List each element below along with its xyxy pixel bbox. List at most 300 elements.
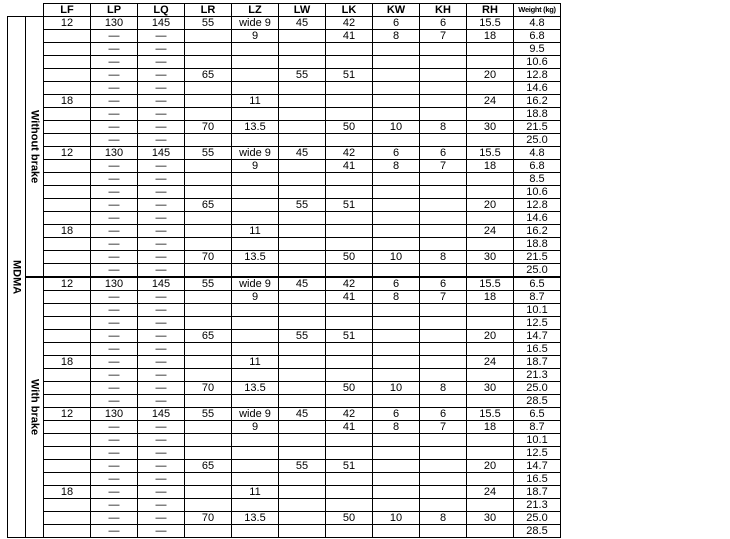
cell-lk (326, 225, 373, 238)
cell-kw (373, 43, 420, 56)
cell-lz (232, 134, 279, 147)
cell-lp: — (91, 43, 138, 56)
cell-rh (467, 525, 514, 538)
cell-lw (279, 512, 326, 525)
cell-lp: — (91, 69, 138, 82)
cell-rh: 15.5 (467, 277, 514, 291)
cell-kh: 8 (420, 382, 467, 395)
cell-lf (44, 304, 91, 317)
cell-lk (326, 173, 373, 186)
cell-lr (185, 134, 232, 147)
cell-lf (44, 82, 91, 95)
cell-kw (373, 395, 420, 408)
cell-lp: 130 (91, 277, 138, 291)
cell-lr: 65 (185, 330, 232, 343)
cell-kh (420, 434, 467, 447)
cell-lr (185, 56, 232, 69)
cell-lf: 18 (44, 486, 91, 499)
table-row (8, 382, 561, 395)
cell-lf: 12 (44, 408, 91, 421)
cell-kh (420, 395, 467, 408)
cell-lw (279, 525, 326, 538)
cell-kh (420, 82, 467, 95)
cell-lr: 55 (185, 17, 232, 30)
cell-weight: 25.0 (514, 134, 561, 147)
cell-kh (420, 264, 467, 278)
cell-lk (326, 108, 373, 121)
cell-kh: 6 (420, 147, 467, 160)
cell-lz (232, 238, 279, 251)
cell-kw: 6 (373, 17, 420, 30)
cell-lq: — (138, 460, 185, 473)
cell-kh (420, 225, 467, 238)
cell-weight: 12.8 (514, 199, 561, 212)
cell-lp: — (91, 512, 138, 525)
cell-weight: 18.8 (514, 108, 561, 121)
cell-rh: 15.5 (467, 17, 514, 30)
cell-weight: 10.1 (514, 434, 561, 447)
cell-lq: — (138, 212, 185, 225)
cell-lk (326, 238, 373, 251)
cell-lz: 9 (232, 291, 279, 304)
col-header-lq: LQ (138, 4, 185, 17)
table-row (8, 486, 561, 499)
cell-lp: — (91, 499, 138, 512)
cell-lw: 55 (279, 199, 326, 212)
table-row (8, 317, 561, 330)
cell-kw (373, 82, 420, 95)
cell-weight: 14.6 (514, 82, 561, 95)
cell-lp: — (91, 525, 138, 538)
cell-kw (373, 343, 420, 356)
cell-lk: 51 (326, 330, 373, 343)
cell-lq: — (138, 225, 185, 238)
cell-lk: 51 (326, 199, 373, 212)
cell-weight: 10.6 (514, 56, 561, 69)
cell-kh (420, 525, 467, 538)
cell-weight: 25.0 (514, 512, 561, 525)
cell-weight: 6.8 (514, 160, 561, 173)
cell-lz: wide 9 (232, 408, 279, 421)
cell-lz: 13.5 (232, 251, 279, 264)
cell-lf: 12 (44, 17, 91, 30)
cell-lz (232, 343, 279, 356)
cell-rh: 20 (467, 460, 514, 473)
cell-lq: — (138, 525, 185, 538)
table-row (8, 82, 561, 95)
cell-lz (232, 212, 279, 225)
cell-lk: 42 (326, 277, 373, 291)
cell-lp: — (91, 121, 138, 134)
cell-lk (326, 304, 373, 317)
cell-kw (373, 225, 420, 238)
cell-weight: 8.7 (514, 421, 561, 434)
cell-lr (185, 356, 232, 369)
cell-kw (373, 186, 420, 199)
table-row (8, 291, 561, 304)
cell-weight: 16.2 (514, 225, 561, 238)
cell-lz (232, 199, 279, 212)
cell-kh (420, 69, 467, 82)
cell-kw (373, 499, 420, 512)
cell-lf: 18 (44, 225, 91, 238)
cell-lz: 11 (232, 486, 279, 499)
cell-lw (279, 421, 326, 434)
cell-weight: 10.1 (514, 304, 561, 317)
cell-lw (279, 395, 326, 408)
table-row (8, 95, 561, 108)
cell-weight: 21.3 (514, 499, 561, 512)
cell-lf: 12 (44, 147, 91, 160)
cell-rh: 24 (467, 356, 514, 369)
cell-lz (232, 173, 279, 186)
cell-lf (44, 186, 91, 199)
cell-weight: 8.5 (514, 173, 561, 186)
cell-lk: 50 (326, 382, 373, 395)
cell-lp: — (91, 395, 138, 408)
cell-lq: — (138, 186, 185, 199)
cell-lk: 50 (326, 512, 373, 525)
cell-rh (467, 434, 514, 447)
spec-body (8, 17, 561, 538)
cell-lw (279, 95, 326, 108)
cell-rh: 24 (467, 95, 514, 108)
cell-kw: 8 (373, 30, 420, 43)
table-row (8, 343, 561, 356)
cell-weight: 9.5 (514, 43, 561, 56)
cell-lf (44, 199, 91, 212)
brake-label-cell (26, 277, 44, 538)
col-header-weight: Weight (kg) (514, 4, 561, 17)
cell-lp: — (91, 199, 138, 212)
cell-rh: 30 (467, 512, 514, 525)
table-row (8, 277, 561, 291)
corner-blank (26, 4, 44, 17)
cell-lz (232, 434, 279, 447)
cell-kw (373, 95, 420, 108)
cell-lp: — (91, 447, 138, 460)
cell-lk: 50 (326, 251, 373, 264)
cell-weight: 6.5 (514, 408, 561, 421)
table-row (8, 147, 561, 160)
cell-lz (232, 317, 279, 330)
cell-rh (467, 369, 514, 382)
cell-lq: 145 (138, 147, 185, 160)
cell-lk (326, 82, 373, 95)
cell-lw (279, 108, 326, 121)
cell-lr (185, 225, 232, 238)
cell-lq: — (138, 30, 185, 43)
model-label: MDMA (10, 259, 23, 295)
cell-kw (373, 356, 420, 369)
cell-lk: 42 (326, 17, 373, 30)
cell-lz (232, 499, 279, 512)
cell-lp: — (91, 486, 138, 499)
cell-rh (467, 395, 514, 408)
cell-kw (373, 330, 420, 343)
cell-lf (44, 382, 91, 395)
cell-weight: 21.5 (514, 121, 561, 134)
cell-lf (44, 173, 91, 186)
cell-lq: — (138, 447, 185, 460)
cell-kw (373, 486, 420, 499)
cell-rh: 24 (467, 486, 514, 499)
table-row (8, 173, 561, 186)
cell-lp: — (91, 304, 138, 317)
cell-lf (44, 264, 91, 278)
cell-lf (44, 317, 91, 330)
cell-lz: 13.5 (232, 512, 279, 525)
cell-rh (467, 56, 514, 69)
cell-weight: 10.6 (514, 186, 561, 199)
cell-lp: — (91, 421, 138, 434)
spec-table (7, 3, 561, 538)
cell-lr: 70 (185, 512, 232, 525)
cell-lz (232, 264, 279, 278)
cell-kw (373, 525, 420, 538)
cell-lr (185, 82, 232, 95)
cell-rh: 30 (467, 382, 514, 395)
cell-lr (185, 173, 232, 186)
cell-lw: 45 (279, 17, 326, 30)
cell-lk (326, 317, 373, 330)
col-header-rh: RH (467, 4, 514, 17)
cell-lw (279, 473, 326, 486)
cell-kh: 8 (420, 121, 467, 134)
table-row (8, 69, 561, 82)
cell-rh (467, 343, 514, 356)
cell-lq: — (138, 421, 185, 434)
cell-lf (44, 369, 91, 382)
cell-lr (185, 434, 232, 447)
cell-lf (44, 460, 91, 473)
cell-lq: — (138, 291, 185, 304)
cell-lz (232, 56, 279, 69)
cell-kw: 10 (373, 512, 420, 525)
cell-kh (420, 173, 467, 186)
cell-rh (467, 43, 514, 56)
cell-weight: 28.5 (514, 395, 561, 408)
table-row (8, 330, 561, 343)
cell-lz (232, 108, 279, 121)
cell-kh (420, 369, 467, 382)
cell-kw (373, 369, 420, 382)
cell-rh: 20 (467, 330, 514, 343)
cell-lz (232, 43, 279, 56)
cell-lq: — (138, 82, 185, 95)
cell-lq: — (138, 473, 185, 486)
cell-kh (420, 43, 467, 56)
cell-kh (420, 238, 467, 251)
cell-lz (232, 330, 279, 343)
cell-lk (326, 264, 373, 278)
cell-lp: — (91, 186, 138, 199)
cell-lq: — (138, 486, 185, 499)
cell-kw (373, 317, 420, 330)
col-header-lz: LZ (232, 4, 279, 17)
cell-kw: 8 (373, 291, 420, 304)
cell-rh (467, 186, 514, 199)
cell-lw: 45 (279, 147, 326, 160)
cell-lw (279, 382, 326, 395)
table-row (8, 304, 561, 317)
cell-lf (44, 251, 91, 264)
brake-label: With brake (28, 379, 41, 436)
cell-lq: — (138, 160, 185, 173)
cell-lw (279, 304, 326, 317)
cell-lp: — (91, 82, 138, 95)
cell-weight: 14.7 (514, 460, 561, 473)
cell-rh (467, 108, 514, 121)
cell-weight: 6.8 (514, 30, 561, 43)
cell-lf (44, 69, 91, 82)
cell-weight: 12.5 (514, 317, 561, 330)
cell-lf (44, 447, 91, 460)
cell-lf: 18 (44, 356, 91, 369)
table-row (8, 473, 561, 486)
cell-lk: 50 (326, 121, 373, 134)
cell-lf (44, 343, 91, 356)
table-row (8, 199, 561, 212)
cell-lr (185, 264, 232, 278)
cell-kh: 8 (420, 512, 467, 525)
cell-lk (326, 395, 373, 408)
cell-lw: 45 (279, 277, 326, 291)
col-header-lf: LF (44, 4, 91, 17)
cell-weight: 25.0 (514, 382, 561, 395)
cell-lz (232, 395, 279, 408)
cell-weight: 12.8 (514, 69, 561, 82)
cell-kh (420, 499, 467, 512)
cell-kw (373, 264, 420, 278)
cell-lk: 51 (326, 460, 373, 473)
cell-weight: 14.6 (514, 212, 561, 225)
cell-lk (326, 486, 373, 499)
cell-kw (373, 69, 420, 82)
cell-lw (279, 30, 326, 43)
cell-kw (373, 134, 420, 147)
cell-lf (44, 473, 91, 486)
cell-lq: 145 (138, 17, 185, 30)
cell-lq: — (138, 238, 185, 251)
cell-lp: 130 (91, 17, 138, 30)
cell-lk (326, 499, 373, 512)
cell-lz: 11 (232, 225, 279, 238)
cell-kh: 6 (420, 408, 467, 421)
cell-lr: 65 (185, 69, 232, 82)
cell-lq: — (138, 56, 185, 69)
cell-lk (326, 525, 373, 538)
cell-lr (185, 369, 232, 382)
cell-lf (44, 395, 91, 408)
cell-lf (44, 291, 91, 304)
cell-lq: — (138, 512, 185, 525)
cell-lp: — (91, 212, 138, 225)
cell-lz: 9 (232, 160, 279, 173)
cell-lz (232, 525, 279, 538)
cell-lz (232, 369, 279, 382)
table-row (8, 395, 561, 408)
cell-rh: 30 (467, 121, 514, 134)
cell-lr: 55 (185, 277, 232, 291)
cell-lq: — (138, 95, 185, 108)
cell-lp: — (91, 173, 138, 186)
cell-lk (326, 95, 373, 108)
cell-lf (44, 30, 91, 43)
cell-weight: 16.5 (514, 343, 561, 356)
cell-lk (326, 56, 373, 69)
cell-kw (373, 434, 420, 447)
cell-lk (326, 447, 373, 460)
cell-lq: 145 (138, 277, 185, 291)
cell-kw (373, 460, 420, 473)
cell-kh (420, 199, 467, 212)
cell-lz: 9 (232, 421, 279, 434)
cell-lq: — (138, 43, 185, 56)
cell-lq: — (138, 199, 185, 212)
cell-lz: wide 9 (232, 147, 279, 160)
table-row (8, 17, 561, 30)
cell-lr (185, 186, 232, 199)
cell-kh: 7 (420, 421, 467, 434)
cell-lf (44, 525, 91, 538)
table-row (8, 356, 561, 369)
cell-lp: — (91, 460, 138, 473)
cell-lw (279, 356, 326, 369)
cell-kw (373, 447, 420, 460)
cell-lw: 55 (279, 330, 326, 343)
cell-lq: — (138, 134, 185, 147)
table-row (8, 56, 561, 69)
cell-lf (44, 212, 91, 225)
cell-lk (326, 43, 373, 56)
col-header-kw: KW (373, 4, 420, 17)
cell-lr (185, 95, 232, 108)
cell-lr (185, 212, 232, 225)
cell-lp: — (91, 134, 138, 147)
table-row (8, 421, 561, 434)
cell-lf (44, 421, 91, 434)
cell-lp: — (91, 30, 138, 43)
model-label-cell (8, 17, 26, 538)
cell-lr: 70 (185, 251, 232, 264)
table-row (8, 408, 561, 421)
cell-lf (44, 330, 91, 343)
cell-lr (185, 304, 232, 317)
cell-lq: — (138, 264, 185, 278)
cell-kh: 7 (420, 160, 467, 173)
cell-kh (420, 486, 467, 499)
cell-lf (44, 134, 91, 147)
cell-lf (44, 512, 91, 525)
cell-lk: 42 (326, 147, 373, 160)
cell-lw (279, 369, 326, 382)
cell-lw (279, 434, 326, 447)
cell-weight: 6.5 (514, 277, 561, 291)
cell-lk (326, 343, 373, 356)
cell-lk: 41 (326, 160, 373, 173)
cell-lr (185, 447, 232, 460)
cell-lf (44, 434, 91, 447)
cell-lw (279, 134, 326, 147)
cell-kh (420, 473, 467, 486)
cell-lq: — (138, 251, 185, 264)
cell-lq: — (138, 69, 185, 82)
cell-kw (373, 199, 420, 212)
cell-kh (420, 447, 467, 460)
cell-lr (185, 421, 232, 434)
cell-lr: 65 (185, 460, 232, 473)
